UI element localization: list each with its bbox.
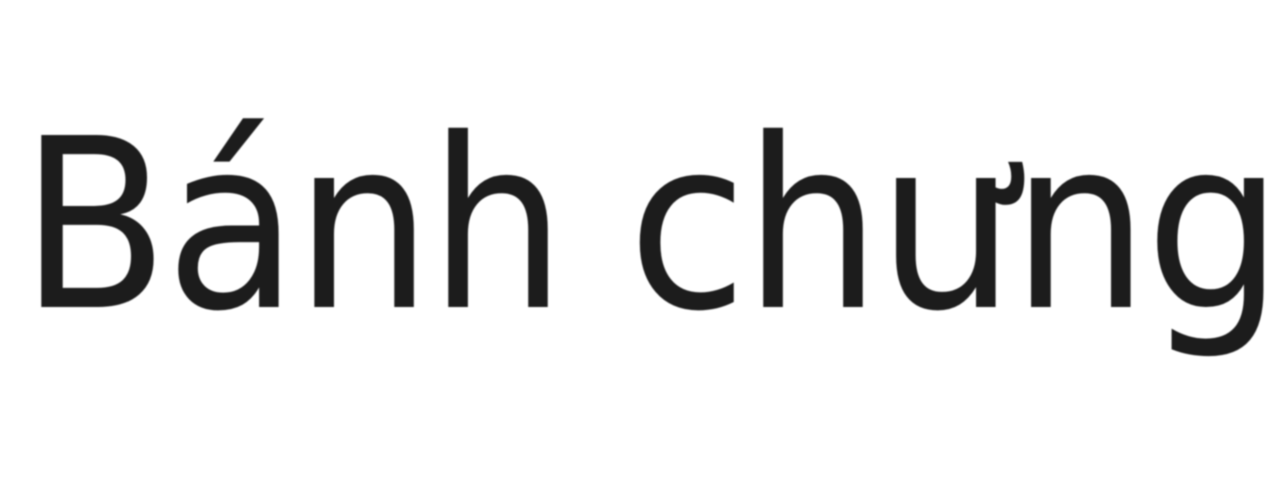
- word-text: Bánh chưng: [20, 88, 1279, 363]
